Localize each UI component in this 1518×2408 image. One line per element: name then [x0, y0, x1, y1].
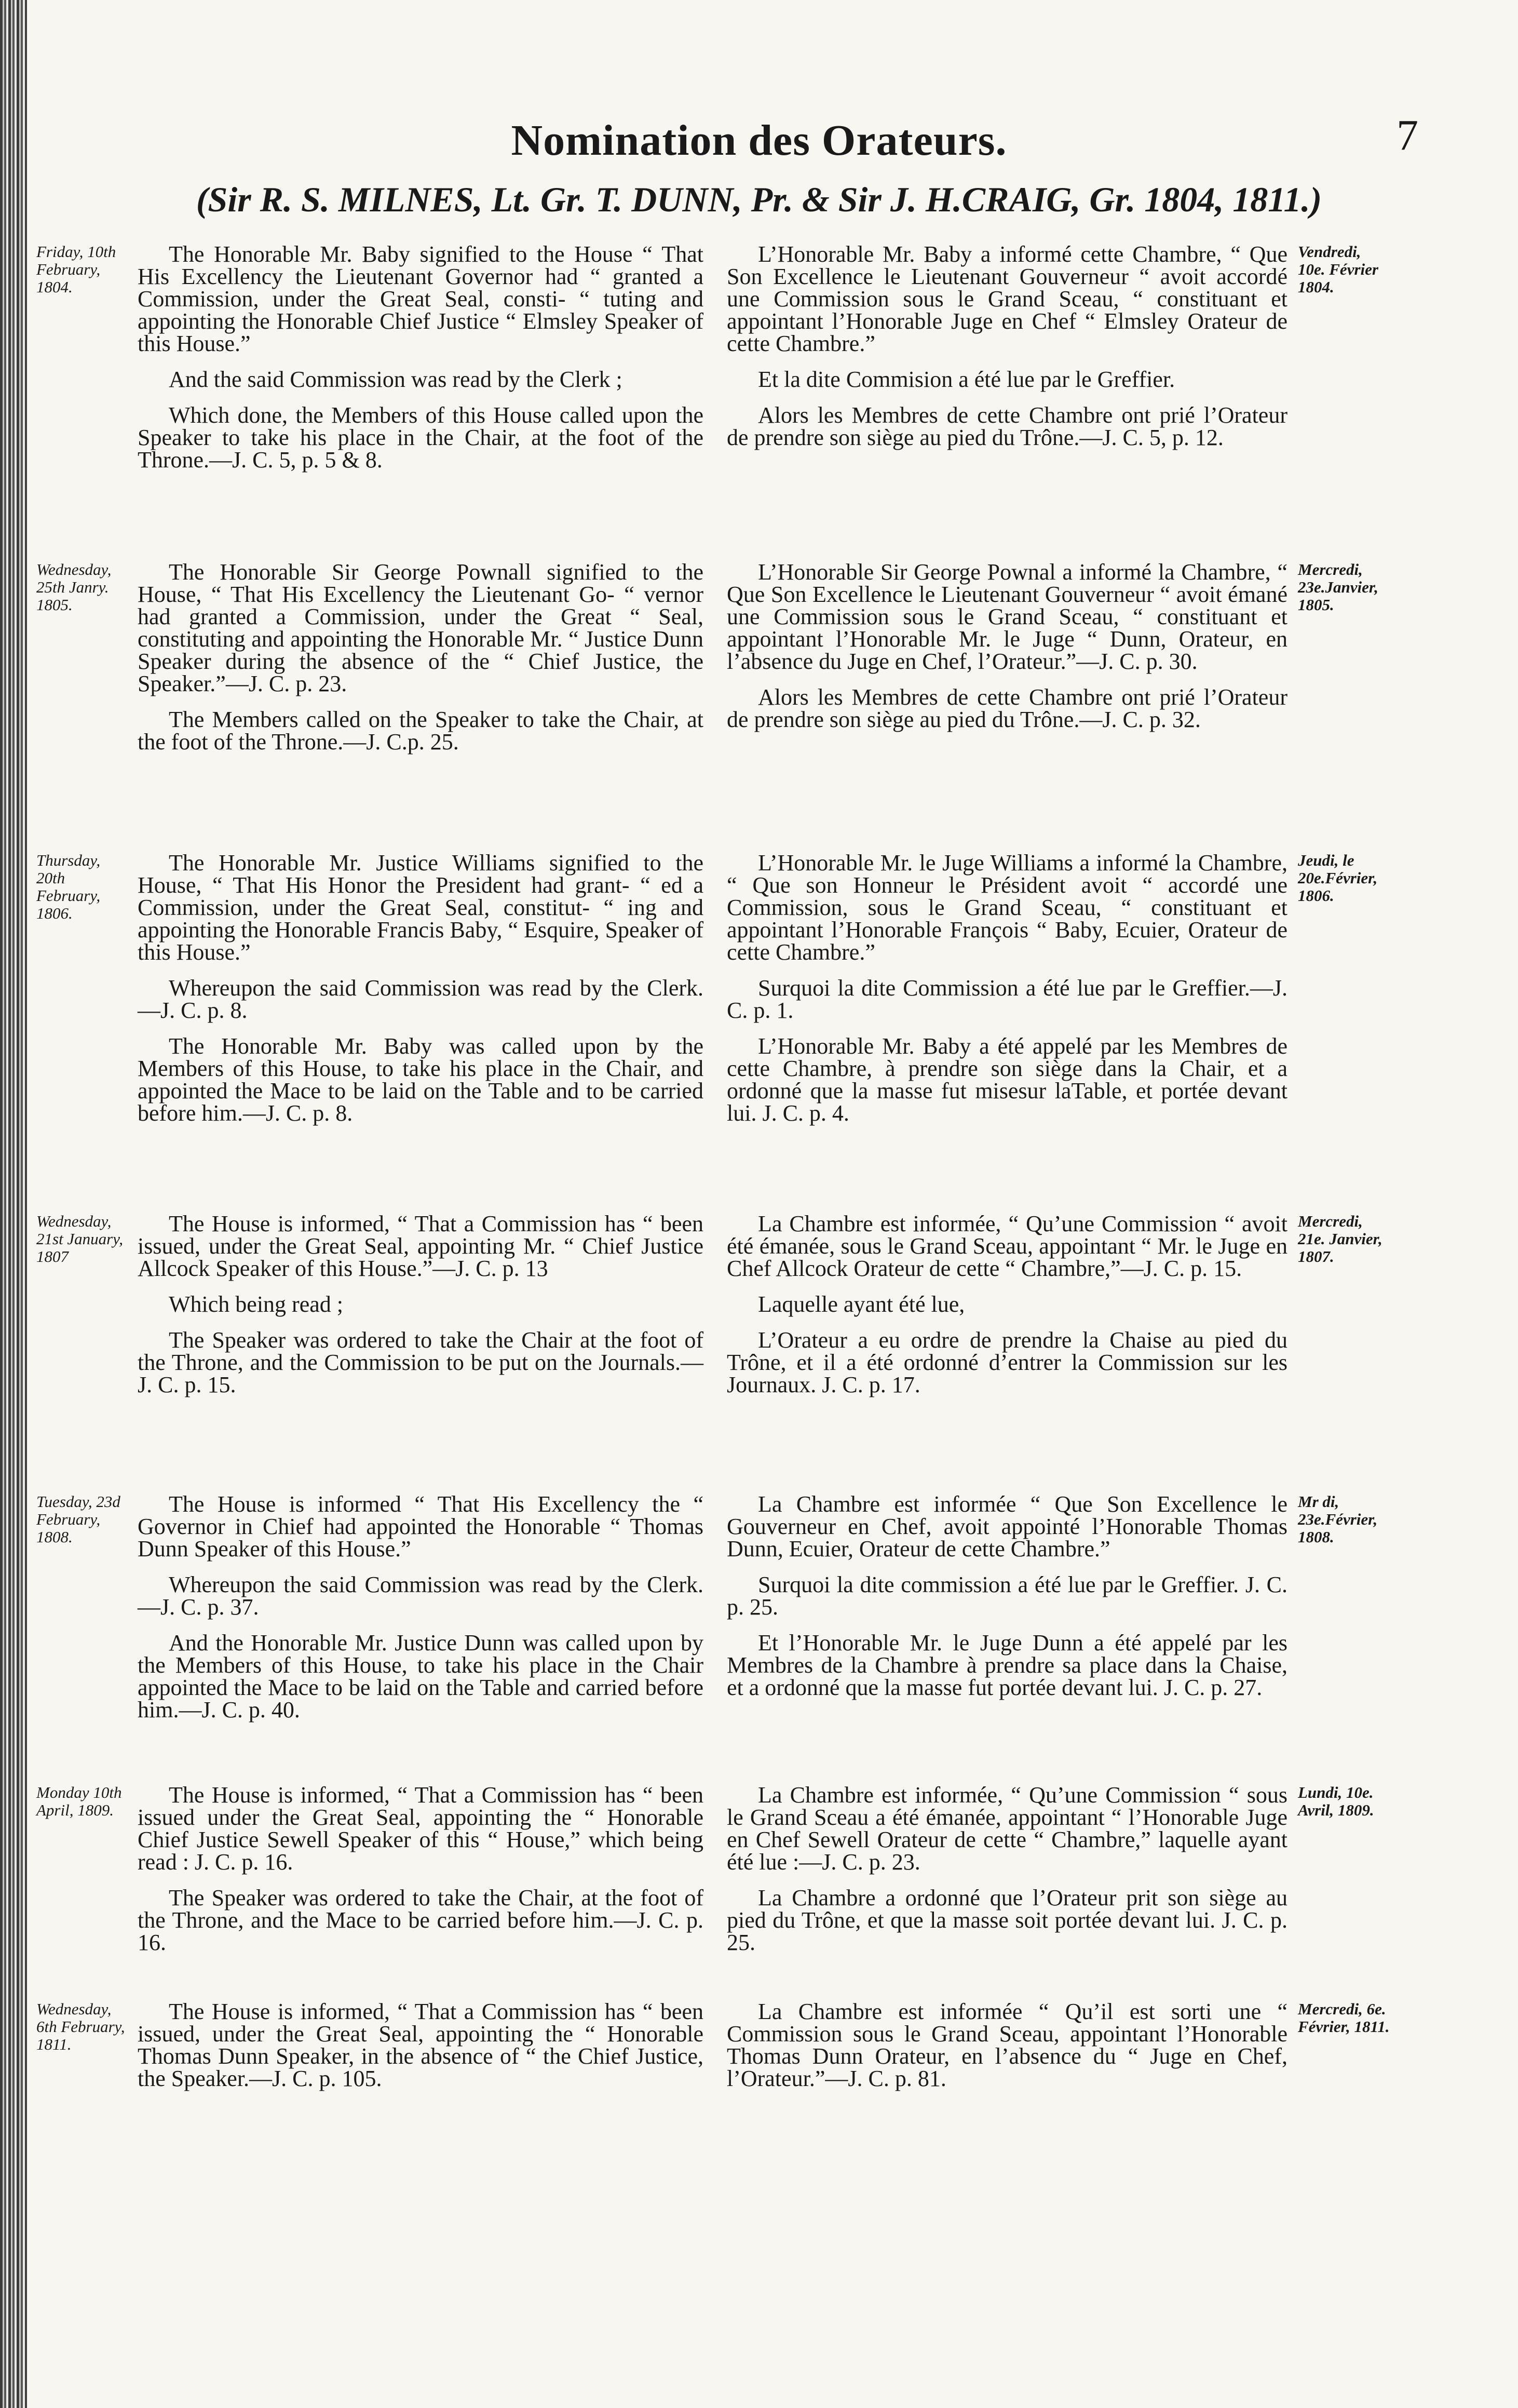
french-column: [727, 1784, 1287, 1967]
en-paragraph: And the said Commission was read by the Clerk ;: [169, 367, 622, 392]
en-paragraph: The Members called on the Speaker to take the Chair, at the foot of the Throne.—J. C.p. 25.: [138, 707, 703, 755]
date-margin-en: Monday 10th April, 1809.: [36, 1783, 122, 1819]
fr-paragraph: La Chambre est informée, “ Qu’une Commission “ avoit été émanée, sous le Grand Sceau, appointant “ Mr. le Juge en Chef Allcock Orateur de cette “ Chambre,”—J. C. p. 15.: [727, 1211, 1287, 1281]
french-column: [727, 243, 1287, 462]
french-column: [727, 561, 1287, 744]
date-margin-fr: Mercredi, 6e. Février, 1811.: [1298, 2000, 1390, 2036]
fr-paragraph: L’Honorable Mr. Baby a été appelé par les Membres de cette Chambre, à prendre son siège dans la Chair, et a ordonné que la masse fut misesur laTable, et portée devant lui. J. C. p. 4.: [727, 1033, 1287, 1126]
fr-paragraph: La Chambre est informée “ Que Son Excellence le Gouverneur en Chef, avoit appointé l’Honorable Thomas Dunn, Ecuier, Orateur de cette Chambre.”: [727, 1491, 1287, 1562]
date-margin-en: Thursday, 20th February, 1806.: [36, 851, 101, 922]
page-title: Nomination des Orateurs.: [511, 116, 1007, 165]
fr-paragraph: Laquelle ayant été lue,: [758, 1292, 965, 1317]
en-paragraph: The Honorable Mr. Baby was called upon by the Members of this House, to take his place in the Chair, and appointed the Mace to be laid on the Table and to be carried before him.—J. C. p. 8.: [138, 1033, 703, 1126]
en-paragraph: The House is informed, “ That a Commission has “ been issued, under the Great Seal, appointing Mr. “ Chief Justice Allcock Speaker of this House.”—J. C. p. 13: [138, 1211, 703, 1281]
english-column: [138, 1213, 703, 1409]
english-column: [138, 561, 703, 766]
french-column: [727, 1213, 1287, 1409]
en-paragraph: The Honorable Mr. Baby signified to the House “ That His Excellency the Lieutenant Governor had “ granted a Commission, under the Great Seal, consti- “ tuting and appointing the Honorable Chief Justice “ Elmsley Speaker of this House.”: [138, 241, 703, 356]
en-paragraph: Whereupon the said Commission was read by the Clerk.—J. C. p. 37.: [138, 1572, 703, 1620]
date-margin-en: Wednesday, 6th February, 1811.: [36, 2000, 125, 2053]
date-margin-fr: Mercredi, 23e.Janvier, 1805.: [1298, 560, 1378, 614]
fr-paragraph: La Chambre est informée “ Qu’il est sorti une “ Commission sous le Grand Sceau, appointant l’Honorable Thomas Dunn Orateur, en l’absence du “ Juge en Chef, l’Orateur.”—J. C. p. 81.: [727, 1999, 1287, 2091]
date-margin-fr: Jeudi, le 20e.Février, 1806.: [1298, 851, 1378, 905]
english-column: [138, 243, 703, 485]
fr-paragraph: Surquoi la dite Commission a été lue par le Greffier.—J. C. p. 1.: [727, 975, 1287, 1023]
date-margin-en: Tuesday, 23d February, 1808.: [36, 1492, 120, 1546]
fr-paragraph: Et l’Honorable Mr. le Juge Dunn a été appelé par les Membres de la Chambre à prendre sa place dans la Chaise, et a ordonné que la masse fut portée devant lui. J. C. p. 27.: [727, 1630, 1287, 1700]
page-binding-edge: [0, 0, 27, 2408]
date-margin-en: Wednesday, 21st January, 1807: [36, 1212, 124, 1266]
date-margin-en: Friday, 10th February, 1804.: [36, 243, 116, 296]
english-column: [138, 2000, 703, 2103]
french-column: [727, 1493, 1287, 1712]
english-column: [138, 852, 703, 1138]
en-paragraph: The Speaker was ordered to take the Chair, at the foot of the Throne, and the Mace to be carried before him.—J. C. p. 16.: [138, 1885, 703, 1955]
en-paragraph: Which done, the Members of this House called upon the Speaker to take his place in the Chair, at the foot of the Throne.—J. C. 5, p. 5 & 8.: [138, 402, 703, 473]
fr-paragraph: L’Honorable Mr. le Juge Williams a informé la Chambre, “ Que son Honneur le Président avoit “ accordé une Commission, sous le Grand Sceau, “ constituant et appointant l’Honorable François “ Baby, Ecuier, Orateur de cette Chambre.”: [727, 850, 1287, 965]
fr-paragraph: L’Orateur a eu ordre de prendre la Chaise au pied du Trône, et il a été ordonné d’entrer la Commission sur les Journaux. J. C. p. 17.: [727, 1327, 1287, 1397]
page-number: 7: [1397, 111, 1418, 159]
en-paragraph: The Honorable Sir George Pownall signified to the House, “ That His Excellency the Lieutenant Go- “ vernor had granted a Commission, under the Great “ Seal, constituting and appointing the Honorable Mr. “ Justice Dunn Speaker during the absence of the “ Chief Justice, the Speaker.”—J. C. p. 23.: [138, 559, 703, 696]
english-column: [138, 1493, 703, 1734]
english-column: [138, 1784, 703, 1967]
fr-paragraph: Alors les Membres de cette Chambre ont prié l’Orateur de prendre son siège au pied du Trône.—J. C. 5, p. 12.: [727, 402, 1287, 450]
french-column: [727, 852, 1287, 1138]
en-paragraph: Which being read ;: [169, 1292, 343, 1317]
en-paragraph: The Speaker was ordered to take the Chair at the foot of the Throne, and the Commission to be put on the Journals.—J. C. p. 15.: [138, 1327, 703, 1397]
fr-paragraph: La Chambre a ordonné que l’Orateur prit son siège au pied du Trône, et que la masse soit portée devant lui. J. C. p. 25.: [727, 1885, 1287, 1955]
fr-paragraph: L’Honorable Mr. Baby a informé cette Chambre, “ Que Son Excellence le Lieutenant Gouverneur “ avoit accordé une Commission sous le Grand Sceau, “ constituant et appointant l’Honorable Juge en Chef “ Elmsley Orateur de cette Chambre.”: [727, 241, 1287, 356]
date-margin-fr: Vendredi, 10e. Février 1804.: [1298, 243, 1378, 296]
page-subtitle: (Sir R. S. MILNES, Lt. Gr. T. DUNN, Pr. & Sir J. H.CRAIG, Gr. 1804, 1811.): [196, 180, 1322, 219]
en-paragraph: The House is informed, “ That a Commission has “ been issued, under the Great Seal, appointing the “ Honorable Thomas Dunn Speaker, in the absence of “ the Chief Justice, the Speaker.—J. C. p. 105.: [138, 1999, 703, 2091]
en-paragraph: The House is informed “ That His Excellency the “ Governor in Chief had appointed the Honorable “ Thomas Dunn Speaker of this House.”: [138, 1491, 703, 1562]
date-margin-en: Wednesday, 25th Janry. 1805.: [36, 560, 112, 614]
date-margin-fr: Lundi, 10e. Avril, 1809.: [1298, 1783, 1374, 1819]
fr-paragraph: La Chambre est informée, “ Qu’une Commission “ sous le Grand Sceau a été émanée, appointant “ l’Honorable Juge en Chef Sewell Orateur de cette “ Chambre,” laquelle ayant été lue :—J. C. p. 23.: [727, 1782, 1287, 1875]
fr-paragraph: Et la dite Commision a été lue par le Greffier.: [758, 367, 1175, 392]
fr-paragraph: Surquoi la dite commission a été lue par le Greffier. J. C. p. 25.: [727, 1572, 1287, 1620]
en-paragraph: The House is informed, “ That a Commission has “ been issued under the Great Seal, appointing the “ Honorable Chief Justice Sewell Speaker of this “ House,” which being read : J. C. p. 16.: [138, 1782, 703, 1875]
en-paragraph: And the Honorable Mr. Justice Dunn was called upon by the Members of this House, to take his place in the Chair appointed the Mace to be laid on the Table and carried before him.—J. C. p. 40.: [138, 1630, 703, 1723]
en-paragraph: Whereupon the said Commission was read by the Clerk.—J. C. p. 8.: [138, 975, 703, 1023]
en-paragraph: The Honorable Mr. Justice Williams signified to the House, “ That His Honor the President had grant- “ ed a Commission, under the Great Seal, constitut- “ ing and appointing the Honorable Francis Baby, “ Esquire, Speaker of this House.”: [138, 850, 703, 965]
date-margin-fr: Mr di, 23e.Février, 1808.: [1298, 1492, 1378, 1546]
french-column: [727, 2000, 1287, 2103]
date-margin-fr: Mercredi, 21e. Janvier, 1807.: [1298, 1212, 1383, 1266]
fr-paragraph: Alors les Membres de cette Chambre ont prié l’Orateur de prendre son siège au pied du Trône.—J. C. p. 32.: [727, 684, 1287, 732]
fr-paragraph: L’Honorable Sir George Pownal a informé la Chambre, “ Que Son Excellence le Lieutenant Gouverneur “ avoit émané une Commission sous le Grand Sceau, “ constituant et appointant l’Honorable Mr. le Juge “ Dunn, Orateur, en l’absence du Juge en Chef, l’Orateur.”—J. C. p. 30.: [727, 559, 1287, 674]
